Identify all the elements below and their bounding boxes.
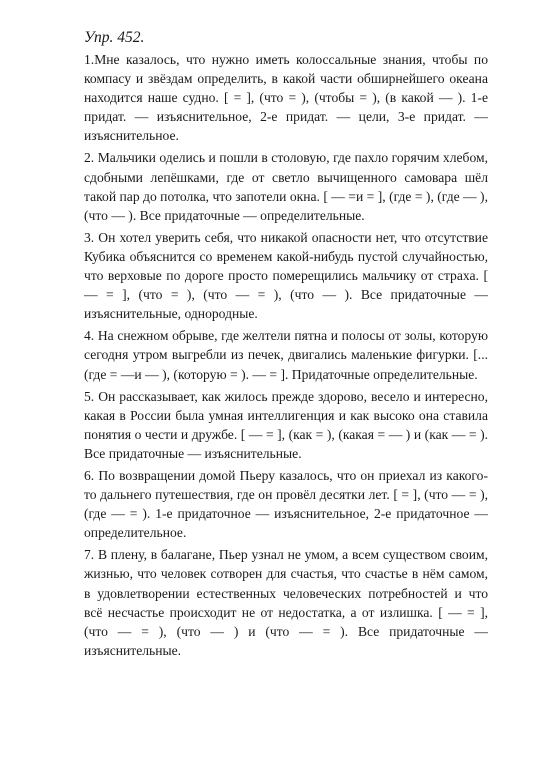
paragraph-1: 1.Мне казалось, что нужно иметь колоссальные знания, чтобы по компасу и звёздам определить, в какой части обширнейшего океана находится наше судно. [ = ], (что = ), (чтобы = ), (в какой — ). 1-е придат. — изъяснительное, 2-е придат. — цели, 3-е придат. — изъяснительное. <box>84 52 488 144</box>
paragraph-7: 7. В плену, в балагане, Пьер узнал не умом, а всем существом своим, жизнью, что человек сотворен для счастья, что счастье в нём самом, в удовлетворении естественных человеческих потребностей и что всё несчастье происходит не от недостатка, а от излишка. [ — = ], (что — = ), (что — ) и (что — = ). Все придаточные — изъяснительные. <box>84 547 488 658</box>
paragraph-3: 3. Он хотел уверить себя, что никакой опасности нет, что отсутствие Кубика объяснится со временем какой-нибудь пустой случайностью, что верховые по дороге просто померещились мальчику от страха. [ — = ], (что = ), (что — = ), (что — ). Все придаточные — изъяснительные, однородные. <box>84 229 488 322</box>
paragraph-2: 2. Мальчики оделись и пошли в столовую, где пахло горячим хлебом, сдобными лепёшками, где от светло вычищенного самовара шёл такой пар до потолка, что запотели окна. [ — =и = ], (где = ), (где — ), (что — ). Все придаточные — определительные. <box>84 150 488 223</box>
paragraph-5: 5. Он рассказывает, как жилось прежде здорово, весело и интересно, какая в России была умная интеллигенция и как высоко она ставила понятия о чести и дружбе. [ — = ], (как = ), (какая = — ) и (как — = ). Все придаточные — изъяснительные. <box>84 388 488 461</box>
paragraph-6: 6. По возвращении домой Пьеру казалось, что он приехал из какого-то дальнего путешествия, где он провёл десятки лет. [ = ], (что — = ), (где — = ). 1-е придаточное — изъяснительное, 2-е придаточное — определительное. <box>84 467 488 541</box>
exercise-title: Упр. 452. <box>84 29 145 46</box>
paragraph-4: 4. На снежном обрыве, где желтели пятна и полосы от золы, которую сегодня утром выгребли из печек, двигались маленькие фигурки. [... (где = —и — ), (которую = ). — = ]. Придаточные определительные. <box>84 328 488 382</box>
